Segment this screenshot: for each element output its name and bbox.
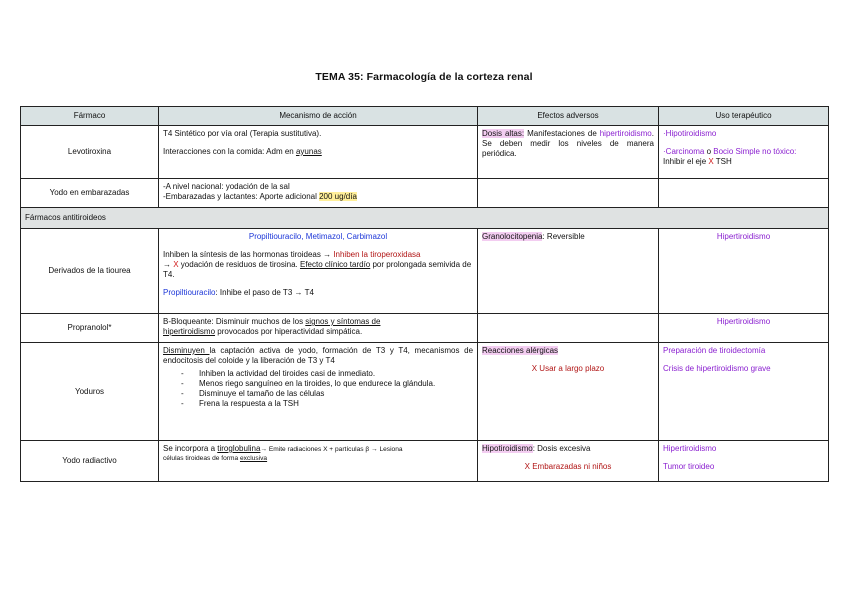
mechanism-cell bbox=[159, 441, 478, 482]
highlighted-text: Dosis altas: bbox=[482, 129, 525, 138]
text-fragment: TSH bbox=[713, 157, 732, 166]
warning-text: X Usar a largo plazo bbox=[531, 364, 605, 373]
header-efectos: Efectos adversos bbox=[478, 107, 659, 126]
list-item: - Frena la respuesta a la TSH bbox=[199, 399, 473, 409]
mechanism-text bbox=[163, 454, 473, 463]
text-fragment: Manifestaciones de bbox=[524, 129, 600, 138]
red-text: Inhiben la tiroperoxidasa bbox=[333, 250, 421, 259]
underlined-text: Efecto clínico tardío bbox=[299, 260, 371, 269]
therapeutic-use-cell bbox=[659, 441, 829, 482]
mechanism-text: T4 Sintético por vía oral (Terapia sustitutiva). bbox=[163, 129, 322, 138]
table-header-row bbox=[21, 107, 829, 126]
highlighted-text: Reacciones alérgicas bbox=[482, 346, 559, 355]
mechanism-cell bbox=[159, 126, 478, 179]
text-fragment: : Dosis excesiva bbox=[532, 444, 591, 453]
effects-list bbox=[163, 369, 473, 409]
list-item: - Inhiben la actividad del tiroides casi de inmediato. bbox=[199, 369, 473, 379]
list-item: - Menos riego sanguíneo en la tiroides, lo que endurece la glándula. bbox=[199, 379, 473, 389]
use-item: Hipertiroidismo bbox=[663, 444, 717, 453]
table-row-propranolol bbox=[21, 314, 829, 343]
section-row bbox=[21, 208, 829, 229]
table-row-tiourea bbox=[21, 229, 829, 314]
therapeutic-use-cell: Hipertiroidismo bbox=[659, 314, 829, 343]
underlined-text: signos y síntomas de bbox=[305, 317, 381, 326]
adverse-effects-cell bbox=[478, 229, 659, 314]
adverse-effects-cell bbox=[478, 314, 659, 343]
text-fragment: : Inhibe el paso de T3 → T4 bbox=[215, 288, 314, 297]
text-fragment: → bbox=[163, 260, 174, 269]
text-fragment: o bbox=[704, 147, 714, 156]
table-row-yodo-embarazadas bbox=[21, 179, 829, 208]
mechanism-text bbox=[163, 192, 473, 202]
drug-name: Derivados de la tiourea bbox=[21, 229, 159, 314]
text-fragment: Inhibir el eje bbox=[663, 157, 709, 166]
red-x-mark: X bbox=[173, 260, 179, 269]
use-item: ·Hipotiroidismo bbox=[663, 129, 717, 138]
use-item: Crisis de hipertiroidismo grave bbox=[663, 364, 771, 373]
use-item bbox=[663, 157, 824, 167]
mechanism-text bbox=[163, 327, 473, 337]
text-fragment: por prolongada semivida de T4. bbox=[163, 260, 472, 279]
use-item: Preparación de tiroidectomía bbox=[663, 346, 766, 355]
text-fragment: yodación de residuos de tirosina. bbox=[178, 260, 300, 269]
mechanism-text bbox=[163, 250, 473, 260]
text-fragment: células tiroideas de forma bbox=[163, 455, 240, 462]
text-fragment: la captación activa de yodo, formación de T3 y T4, mecanismos de endocitosis del coloide y la liberación de T3 y T4 bbox=[163, 346, 474, 365]
drug-list-heading: Propiltiouracilo, Metimazol, Carbimazol bbox=[248, 232, 388, 241]
underlined-text: Disminuyen bbox=[163, 346, 210, 355]
highlighted-dose: 200 ug/día bbox=[319, 192, 357, 201]
adverse-effects-cell bbox=[478, 441, 659, 482]
header-farmaco: Fármaco bbox=[21, 107, 159, 126]
text-fragment: Se incorpora a bbox=[163, 444, 218, 453]
drug-name: Levotiroxina bbox=[21, 126, 159, 179]
mechanism-text: -A nivel nacional: yodación de la sal bbox=[163, 182, 290, 191]
pharmacology-table bbox=[20, 106, 829, 482]
mechanism-text bbox=[163, 147, 473, 157]
highlighted-text: Granolocitopenia bbox=[482, 232, 543, 241]
text-fragment: -Embarazadas y lactantes: Aporte adicional bbox=[163, 192, 320, 201]
warning-text: X Embarazadas ni niños bbox=[524, 462, 612, 471]
drug-name: Yodo radiactivo bbox=[21, 441, 159, 482]
text-fragment: B-Bloqueante: Disminuir muchos de los bbox=[163, 317, 306, 326]
underlined-text: hipertiroidismo bbox=[163, 327, 216, 336]
drug-name: Yodo en embarazadas bbox=[21, 179, 159, 208]
mechanism-text bbox=[163, 444, 473, 454]
table-row-levotiroxina bbox=[21, 126, 829, 179]
adverse-effects-cell bbox=[478, 179, 659, 208]
mechanism-cell bbox=[159, 314, 478, 343]
mechanism-text bbox=[163, 317, 473, 327]
mechanism-text bbox=[163, 288, 473, 298]
text-fragment: . Se deben medir los niveles de manera periódica. bbox=[482, 129, 654, 158]
text-fragment: : Reversible bbox=[542, 232, 585, 241]
mechanism-cell bbox=[159, 229, 478, 314]
highlighted-text: Hipotiroidismo bbox=[482, 444, 533, 453]
adverse-effects-cell bbox=[478, 343, 659, 441]
use-item bbox=[663, 147, 824, 157]
header-mecanismo: Mecanismo de acción bbox=[159, 107, 478, 126]
red-x-mark: X bbox=[708, 157, 714, 166]
text-fragment: Inhiben la síntesis de las hormonas tiroideas → bbox=[163, 250, 334, 259]
underlined-text: ayunas bbox=[295, 147, 322, 156]
mechanism-text bbox=[163, 346, 473, 366]
therapeutic-use-cell bbox=[659, 179, 829, 208]
drug-name: Propranolol* bbox=[21, 314, 159, 343]
header-uso: Uso terapéutico bbox=[659, 107, 829, 126]
mechanism-cell bbox=[159, 343, 478, 441]
adverse-effects-cell bbox=[478, 126, 659, 179]
purple-text: Bocio Simple no tóxico: bbox=[713, 147, 797, 156]
purple-text: ·Carcinoma bbox=[663, 147, 705, 156]
underlined-text: exclusiva bbox=[239, 455, 268, 462]
therapeutic-use-cell: Hipertiroidismo bbox=[659, 229, 829, 314]
therapeutic-use-cell bbox=[659, 126, 829, 179]
text-fragment: provocados por hiperactividad simpática. bbox=[215, 327, 363, 336]
underlined-text: tiroglobulina bbox=[217, 444, 261, 453]
mechanism-cell bbox=[159, 179, 478, 208]
text-fragment: Interacciones con la comida: Adm en bbox=[163, 147, 296, 156]
mechanism-text bbox=[163, 260, 473, 280]
drug-name: Yoduros bbox=[21, 343, 159, 441]
table-row-yodo-radiactivo bbox=[21, 441, 829, 482]
list-item: - Disminuye el tamaño de las células bbox=[199, 389, 473, 399]
therapeutic-use-cell bbox=[659, 343, 829, 441]
purple-text: hipertiroidismo bbox=[599, 129, 652, 138]
page-title: TEMA 35: Farmacología de la corteza renal bbox=[315, 71, 533, 83]
use-item: Tumor tiroideo bbox=[663, 462, 715, 471]
text-fragment: → Emite radiaciones X + partículas β → Lesiona bbox=[260, 446, 403, 453]
table-row-yoduros bbox=[21, 343, 829, 441]
blue-text: Propiltiouracilo bbox=[163, 288, 216, 297]
section-title: Fármacos antitiroideos bbox=[21, 208, 829, 229]
